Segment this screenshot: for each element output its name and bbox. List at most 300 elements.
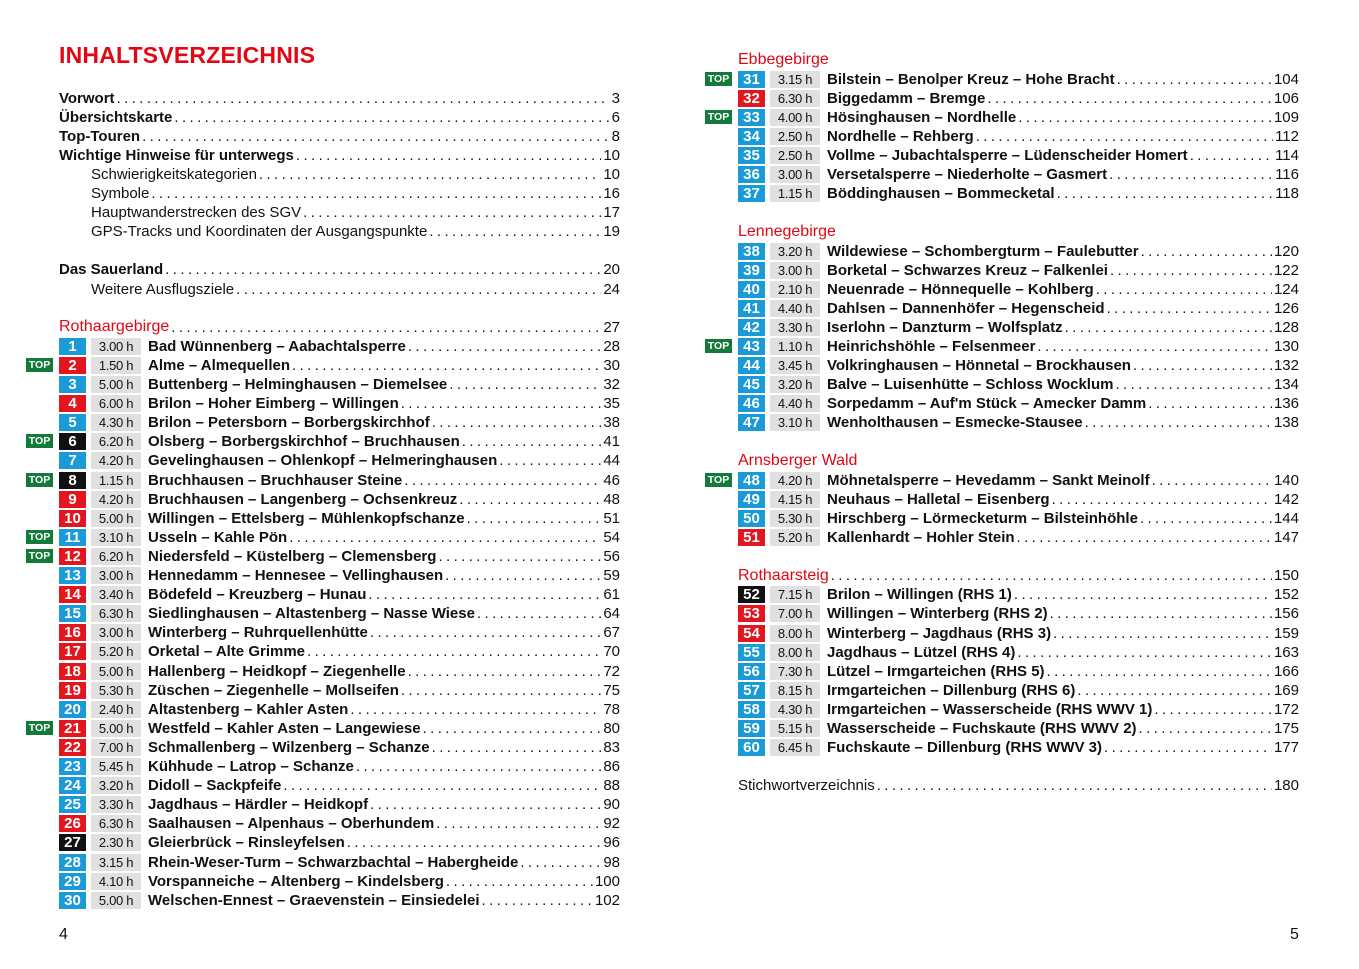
tour-number-badge: 6 xyxy=(59,433,86,450)
tour-title: Jagdhaus – Lützel (RHS 4) xyxy=(827,643,1016,661)
tour-entry[interactable] xyxy=(59,853,620,872)
tour-page: 48 xyxy=(603,490,620,508)
tour-duration: 7.00 h xyxy=(770,605,820,622)
toc-entry-page: 16 xyxy=(603,185,620,202)
tour-entry[interactable] xyxy=(59,872,620,891)
tour-duration: 3.10 h xyxy=(91,529,141,546)
tour-page: 142 xyxy=(1273,490,1299,508)
tour-title: Orketal – Alte Grimme xyxy=(148,643,306,661)
toc-entry[interactable] xyxy=(59,280,620,299)
dot-leader xyxy=(520,853,601,872)
tour-page: 152 xyxy=(1273,586,1299,604)
section-heading-label: Rothaargebirge xyxy=(59,318,170,336)
tour-title: Wasserscheide – Fuchskaute (RHS WWV 2) xyxy=(827,720,1137,737)
tour-number-badge: 20 xyxy=(59,701,86,718)
toc-entry-label: GPS-Tracks und Koordinaten der Ausgangspunkte xyxy=(91,223,428,241)
toc-entry-page: 3 xyxy=(611,89,620,107)
dot-leader xyxy=(368,585,601,604)
section-heading[interactable] xyxy=(738,452,1299,471)
tour-title: Jagdhaus – Härdler – Heidkopf xyxy=(148,796,369,814)
tour-entry[interactable] xyxy=(59,681,620,700)
tour-entry[interactable] xyxy=(738,624,1299,643)
tour-number-badge: 24 xyxy=(59,777,86,794)
tour-title: Böddinghausen – Bommecketal xyxy=(827,185,1055,203)
tour-duration: 1.10 h xyxy=(770,338,820,355)
tour-entry[interactable] xyxy=(28,356,620,375)
tour-duration: 3.00 h xyxy=(91,567,141,584)
dot-leader xyxy=(1096,280,1272,299)
section-heading[interactable] xyxy=(738,222,1299,241)
dot-leader xyxy=(1065,318,1272,337)
tour-title: Olsberg – Borbergskirchhof – Bruchhausen xyxy=(148,433,460,451)
tour-number-badge: 27 xyxy=(59,834,86,851)
dot-leader xyxy=(1057,184,1274,203)
tour-title: Bruchhausen – Bruchhauser Steine xyxy=(148,471,403,489)
tour-number-badge: 47 xyxy=(738,414,765,431)
tour-title: Züschen – Ziegenhelle – Mollseifen xyxy=(148,681,399,699)
toc-entry-label: Weitere Ausflugsziele xyxy=(91,280,235,298)
tour-entry[interactable] xyxy=(28,719,620,738)
tour-duration: 2.30 h xyxy=(91,834,141,851)
tour-entry[interactable] xyxy=(738,528,1299,547)
toc-entry-page: 10 xyxy=(603,146,620,164)
tour-duration: 3.00 h xyxy=(770,262,820,279)
tour-title: Bilstein – Benolper Kreuz – Hohe Bracht xyxy=(827,70,1115,88)
toc-entry-page: 20 xyxy=(603,261,620,279)
tour-entry[interactable] xyxy=(59,451,620,470)
dot-leader xyxy=(1140,509,1272,528)
top-tour-badge: TOP xyxy=(26,530,53,544)
tour-duration: 5.20 h xyxy=(770,529,820,546)
toc-entry[interactable] xyxy=(59,127,620,146)
dot-leader xyxy=(1085,413,1272,432)
tour-entry[interactable] xyxy=(738,509,1299,528)
tour-page: 122 xyxy=(1273,261,1299,279)
tour-number-badge: 54 xyxy=(738,625,765,642)
tour-title: Willingen – Winterberg (RHS 2) xyxy=(827,605,1048,623)
tour-title: Rhein-Weser-Turm – Schwarzbachtal – Habergheide xyxy=(148,853,519,871)
tour-page: 175 xyxy=(1273,720,1299,737)
tour-page: 169 xyxy=(1273,681,1299,699)
tour-entry[interactable] xyxy=(738,261,1299,280)
tour-page: 156 xyxy=(1273,605,1299,623)
tour-page: 130 xyxy=(1273,338,1299,355)
dot-leader xyxy=(165,260,601,279)
tour-number-badge: 28 xyxy=(59,854,86,871)
tour-entry[interactable] xyxy=(738,604,1299,623)
tour-number-badge: 42 xyxy=(738,319,765,336)
tour-number-badge: 49 xyxy=(738,491,765,508)
tour-page: 124 xyxy=(1273,280,1299,298)
toc-entry[interactable] xyxy=(738,776,1299,795)
tour-entry[interactable] xyxy=(738,184,1299,203)
tour-page: 30 xyxy=(603,356,620,374)
tour-entry[interactable] xyxy=(59,738,620,757)
tour-entry[interactable] xyxy=(738,356,1299,375)
toc-entry-label: Wichtige Hinweise für unterwegs xyxy=(59,146,294,164)
tour-number-badge: 44 xyxy=(738,357,765,374)
tour-number-badge: 9 xyxy=(59,491,86,508)
tour-duration: 6.20 h xyxy=(91,433,141,450)
tour-entry[interactable] xyxy=(738,490,1299,509)
tour-page: 147 xyxy=(1273,529,1299,546)
tour-number-badge: 7 xyxy=(59,452,86,469)
dot-leader xyxy=(976,127,1273,146)
tour-duration: 8.00 h xyxy=(770,625,820,642)
tour-entry[interactable] xyxy=(59,337,620,356)
top-tour-badge: TOP xyxy=(26,473,53,487)
tour-entry[interactable] xyxy=(707,70,1299,89)
page-number-left: 4 xyxy=(59,926,68,943)
tour-number-badge: 12 xyxy=(59,548,86,565)
tour-number-badge: 26 xyxy=(59,815,86,832)
tour-title: Dahlsen – Dannenhöfer – Hegenscheid xyxy=(827,299,1105,317)
tour-entry[interactable] xyxy=(59,642,620,661)
tour-number-badge: 51 xyxy=(738,529,765,546)
top-tour-badge: TOP xyxy=(26,358,53,372)
tour-number-badge: 32 xyxy=(738,90,765,107)
toc-entry-label: Das Sauerland xyxy=(59,261,164,279)
tour-entry[interactable] xyxy=(28,547,620,566)
tour-duration: 3.30 h xyxy=(91,796,141,813)
tour-entry[interactable] xyxy=(738,165,1299,184)
section-heading[interactable] xyxy=(738,566,1299,585)
dot-leader xyxy=(303,203,601,222)
tour-title: Borketal – Schwarzes Kreuz – Falkenlei xyxy=(827,261,1108,279)
tour-entry[interactable] xyxy=(738,299,1299,318)
toc-entry[interactable] xyxy=(59,222,620,241)
tour-title: Iserlohn – Danzturm – Wolfsplatz xyxy=(827,318,1063,336)
tour-duration: 4.40 h xyxy=(770,300,820,317)
tour-duration: 4.40 h xyxy=(770,395,820,412)
tour-entry[interactable] xyxy=(738,127,1299,146)
toc-entry-page: 19 xyxy=(603,223,620,241)
toc-entry[interactable] xyxy=(59,203,620,222)
dot-leader xyxy=(1190,146,1273,165)
tour-title: Altastenberg – Kahler Asten xyxy=(148,700,349,718)
tour-number-badge: 45 xyxy=(738,376,765,393)
tour-title: Winterberg – Ruhrquellenhütte xyxy=(148,624,368,642)
toc-entry[interactable] xyxy=(59,165,620,184)
tour-entry[interactable] xyxy=(59,776,620,795)
top-tour-badge: TOP xyxy=(26,434,53,448)
toc-entry[interactable] xyxy=(59,260,620,279)
tour-number-badge: 13 xyxy=(59,567,86,584)
toc-entry[interactable] xyxy=(59,184,620,203)
tour-title: Vollme – Jubachtalsperre – Lüdenscheider Homert xyxy=(827,147,1188,164)
dot-leader xyxy=(292,356,601,375)
dot-leader xyxy=(429,222,601,241)
tour-entry[interactable] xyxy=(738,89,1299,108)
tour-entry[interactable] xyxy=(59,566,620,585)
tour-entry[interactable] xyxy=(707,337,1299,356)
top-tour-badge: TOP xyxy=(705,339,732,353)
tour-page: 51 xyxy=(603,509,620,527)
tour-duration: 6.45 h xyxy=(770,739,820,756)
tour-page: 88 xyxy=(603,777,620,795)
dot-leader xyxy=(1139,719,1272,738)
tour-number-badge: 53 xyxy=(738,605,765,622)
tour-page: 56 xyxy=(603,547,620,565)
tour-page: 159 xyxy=(1273,624,1299,642)
dot-leader xyxy=(1141,242,1272,261)
tour-duration: 2.10 h xyxy=(770,281,820,298)
tour-page: 92 xyxy=(603,815,620,833)
toc-entry-page: 180 xyxy=(1273,777,1299,795)
tour-duration: 4.30 h xyxy=(91,414,141,431)
tour-duration: 1.15 h xyxy=(770,185,820,202)
tour-entry[interactable] xyxy=(59,700,620,719)
dot-leader xyxy=(462,432,602,451)
tour-duration: 4.00 h xyxy=(770,109,820,126)
tour-duration: 5.00 h xyxy=(91,892,141,909)
dot-leader xyxy=(151,184,601,203)
toc-entry-page: 10 xyxy=(603,165,620,183)
tour-entry[interactable] xyxy=(738,643,1299,662)
tour-entry[interactable] xyxy=(738,681,1299,700)
tour-number-badge: 58 xyxy=(738,701,765,718)
tour-duration: 5.20 h xyxy=(91,643,141,660)
tour-entry[interactable] xyxy=(59,509,620,528)
tour-page: 70 xyxy=(603,643,620,661)
toc-entry-page: 24 xyxy=(603,280,620,298)
section-heading-label: Arnsberger Wald xyxy=(738,452,858,470)
tour-title: Fuchskaute – Dillenburg (RHS WWV 3) xyxy=(827,739,1103,757)
tour-number-badge: 33 xyxy=(738,109,765,126)
tour-duration: 3.00 h xyxy=(91,338,141,355)
section-heading[interactable] xyxy=(738,51,1299,70)
tour-number-badge: 34 xyxy=(738,128,765,145)
tour-duration: 6.00 h xyxy=(91,395,141,412)
tour-number-badge: 31 xyxy=(738,71,765,88)
tour-number-badge: 19 xyxy=(59,682,86,699)
dot-leader xyxy=(259,165,601,184)
dot-leader xyxy=(459,490,601,509)
tour-page: 134 xyxy=(1273,376,1299,394)
toc-entry-label: Symbole xyxy=(91,185,150,202)
tour-entry[interactable] xyxy=(28,432,620,451)
tour-title: Heinrichshöhle – Felsenmeer xyxy=(827,338,1036,355)
tour-page: 98 xyxy=(603,853,620,871)
tour-title: Willingen – Ettelsberg – Mühlenkopfschanze xyxy=(148,509,465,527)
tour-page: 109 xyxy=(1273,108,1299,126)
tour-duration: 3.10 h xyxy=(770,414,820,431)
tour-entry[interactable] xyxy=(738,700,1299,719)
tour-title: Siedlinghausen – Altastenberg – Nasse Wiese xyxy=(148,605,475,623)
tour-page: 163 xyxy=(1273,643,1299,661)
tour-duration: 7.30 h xyxy=(770,663,820,680)
tour-number-badge: 41 xyxy=(738,300,765,317)
tour-number-badge: 11 xyxy=(59,529,86,546)
tour-page: 64 xyxy=(603,605,620,623)
tour-page: 75 xyxy=(603,681,620,699)
dot-leader xyxy=(1115,375,1271,394)
tour-page: 96 xyxy=(603,834,620,852)
tour-number-badge: 5 xyxy=(59,414,86,431)
tour-page: 67 xyxy=(603,624,620,642)
tour-page: 144 xyxy=(1273,509,1299,527)
tour-entry[interactable] xyxy=(738,394,1299,413)
dot-leader xyxy=(174,108,609,127)
tour-page: 128 xyxy=(1273,318,1299,336)
tour-entry[interactable] xyxy=(738,146,1299,165)
dot-leader xyxy=(1154,700,1272,719)
toc-entry[interactable] xyxy=(59,108,620,127)
dot-leader xyxy=(1117,70,1272,89)
tour-entry[interactable] xyxy=(28,471,620,490)
tour-entry[interactable] xyxy=(59,585,620,604)
tour-page: 172 xyxy=(1273,700,1299,718)
tour-duration: 6.30 h xyxy=(91,605,141,622)
tour-number-badge: 37 xyxy=(738,185,765,202)
tour-entry[interactable] xyxy=(707,108,1299,127)
top-tour-badge: TOP xyxy=(705,110,732,124)
dot-leader xyxy=(1052,490,1272,509)
dot-leader xyxy=(449,375,601,394)
tour-entry[interactable] xyxy=(59,891,620,910)
tour-number-badge: 21 xyxy=(59,720,86,737)
tour-entry[interactable] xyxy=(707,471,1299,490)
tour-entry[interactable] xyxy=(738,242,1299,261)
tour-duration: 5.15 h xyxy=(770,720,820,737)
tour-duration: 3.15 h xyxy=(770,71,820,88)
tour-duration: 1.15 h xyxy=(91,472,141,489)
tour-entry[interactable] xyxy=(59,604,620,623)
tour-number-badge: 25 xyxy=(59,796,86,813)
dot-leader xyxy=(350,700,601,719)
tour-page: 112 xyxy=(1275,127,1299,145)
tour-entry[interactable] xyxy=(59,413,620,432)
tour-page: 140 xyxy=(1273,471,1299,489)
tour-page: 41 xyxy=(603,433,620,451)
tour-title: Lützel – Irmgarteichen (RHS 5) xyxy=(827,662,1045,680)
tour-page: 166 xyxy=(1273,662,1299,680)
tour-number-badge: 43 xyxy=(738,338,765,355)
dot-leader xyxy=(1037,337,1272,356)
tour-duration: 1.50 h xyxy=(91,357,141,374)
tour-entry[interactable] xyxy=(738,585,1299,604)
tour-title: Alme – Almequellen xyxy=(148,356,290,374)
toc-entry-label: Top-Touren xyxy=(59,127,141,145)
dot-leader xyxy=(1133,356,1272,375)
tour-entry[interactable] xyxy=(59,833,620,852)
tour-title: Didoll – Sackpfeife xyxy=(148,777,282,795)
tour-number-badge: 52 xyxy=(738,586,765,603)
dot-leader xyxy=(446,872,593,891)
tour-entry[interactable] xyxy=(59,394,620,413)
tour-entry[interactable] xyxy=(738,719,1299,738)
dot-leader xyxy=(408,337,601,356)
tour-page: 104 xyxy=(1273,70,1299,88)
page-title: INHALTSVERZEICHNIS xyxy=(59,42,316,68)
toc-entry[interactable] xyxy=(59,89,620,108)
toc-entry-label: Übersichtskarte xyxy=(59,108,173,126)
tour-entry[interactable] xyxy=(59,662,620,681)
dot-leader xyxy=(987,89,1272,108)
tour-page: 102 xyxy=(594,891,620,909)
dot-leader xyxy=(438,547,601,566)
top-tour-badge: TOP xyxy=(26,549,53,563)
dot-leader xyxy=(1077,681,1272,700)
tour-title: Hennedamm – Hennesee – Vellinghausen xyxy=(148,567,444,584)
tour-page: 106 xyxy=(1273,89,1299,107)
tour-page: 83 xyxy=(603,738,620,756)
tour-entry[interactable] xyxy=(59,623,620,642)
tour-entry[interactable] xyxy=(28,528,620,547)
tour-duration: 5.45 h xyxy=(91,758,141,775)
tour-duration: 6.20 h xyxy=(91,548,141,565)
dot-leader xyxy=(370,795,601,814)
toc-entry[interactable] xyxy=(59,146,620,165)
tour-number-badge: 30 xyxy=(59,892,86,909)
tour-duration: 3.20 h xyxy=(770,243,820,260)
dot-leader xyxy=(877,776,1272,795)
dot-leader xyxy=(1018,108,1272,127)
tour-number-badge: 55 xyxy=(738,644,765,661)
tour-page: 59 xyxy=(603,567,620,584)
tour-entry[interactable] xyxy=(59,814,620,833)
tour-entry[interactable] xyxy=(738,375,1299,394)
tour-page: 138 xyxy=(1273,414,1299,432)
section-heading[interactable] xyxy=(59,318,620,337)
tour-number-badge: 3 xyxy=(59,376,86,393)
dot-leader xyxy=(1050,604,1272,623)
page-number-right: 5 xyxy=(1290,926,1299,943)
dot-leader xyxy=(1109,165,1273,184)
dot-leader xyxy=(423,719,602,738)
tour-number-badge: 4 xyxy=(59,395,86,412)
tour-title: Hallenberg – Heidkopf – Ziegenhelle xyxy=(148,662,406,680)
tour-number-badge: 46 xyxy=(738,395,765,412)
tour-page: 86 xyxy=(603,758,620,775)
tour-title: Hösinghausen – Nordhelle xyxy=(827,108,1017,126)
dot-leader xyxy=(404,471,601,490)
dot-leader xyxy=(477,604,601,623)
tour-entry[interactable] xyxy=(59,795,620,814)
top-tour-badge: TOP xyxy=(705,473,732,487)
top-tour-badge: TOP xyxy=(26,721,53,735)
tour-entry[interactable] xyxy=(59,375,620,394)
tour-page: 44 xyxy=(603,452,620,470)
tour-number-badge: 23 xyxy=(59,758,86,775)
tour-title: Usseln – Kahle Pön xyxy=(148,528,288,546)
toc-entry-page: 8 xyxy=(611,127,620,145)
tour-entry[interactable] xyxy=(738,280,1299,299)
tour-number-badge: 8 xyxy=(59,472,86,489)
tour-duration: 3.40 h xyxy=(91,586,141,603)
tour-number-badge: 15 xyxy=(59,605,86,622)
tour-number-badge: 50 xyxy=(738,510,765,527)
tour-entry[interactable] xyxy=(738,662,1299,681)
tour-title: Westfeld – Kahler Asten – Langewiese xyxy=(148,719,421,737)
tour-number-badge: 48 xyxy=(738,472,765,489)
tour-page: 126 xyxy=(1273,299,1299,317)
tour-entry[interactable] xyxy=(738,318,1299,337)
tour-page: 46 xyxy=(603,471,620,489)
tour-entry[interactable] xyxy=(738,413,1299,432)
tour-title: Gevelinghausen – Ohlenkopf – Helmeringhausen xyxy=(148,452,498,470)
tour-page: 72 xyxy=(603,662,620,680)
tour-entry[interactable] xyxy=(59,490,620,509)
top-tour-badge: TOP xyxy=(705,72,732,86)
tour-entry[interactable] xyxy=(738,738,1299,757)
tour-duration: 4.20 h xyxy=(91,491,141,508)
tour-entry[interactable] xyxy=(59,757,620,776)
dot-leader xyxy=(296,146,601,165)
tour-title: Wildewiese – Schombergturm – Faulebutter xyxy=(827,242,1139,260)
tour-number-badge: 56 xyxy=(738,663,765,680)
tour-page: 100 xyxy=(594,872,620,890)
